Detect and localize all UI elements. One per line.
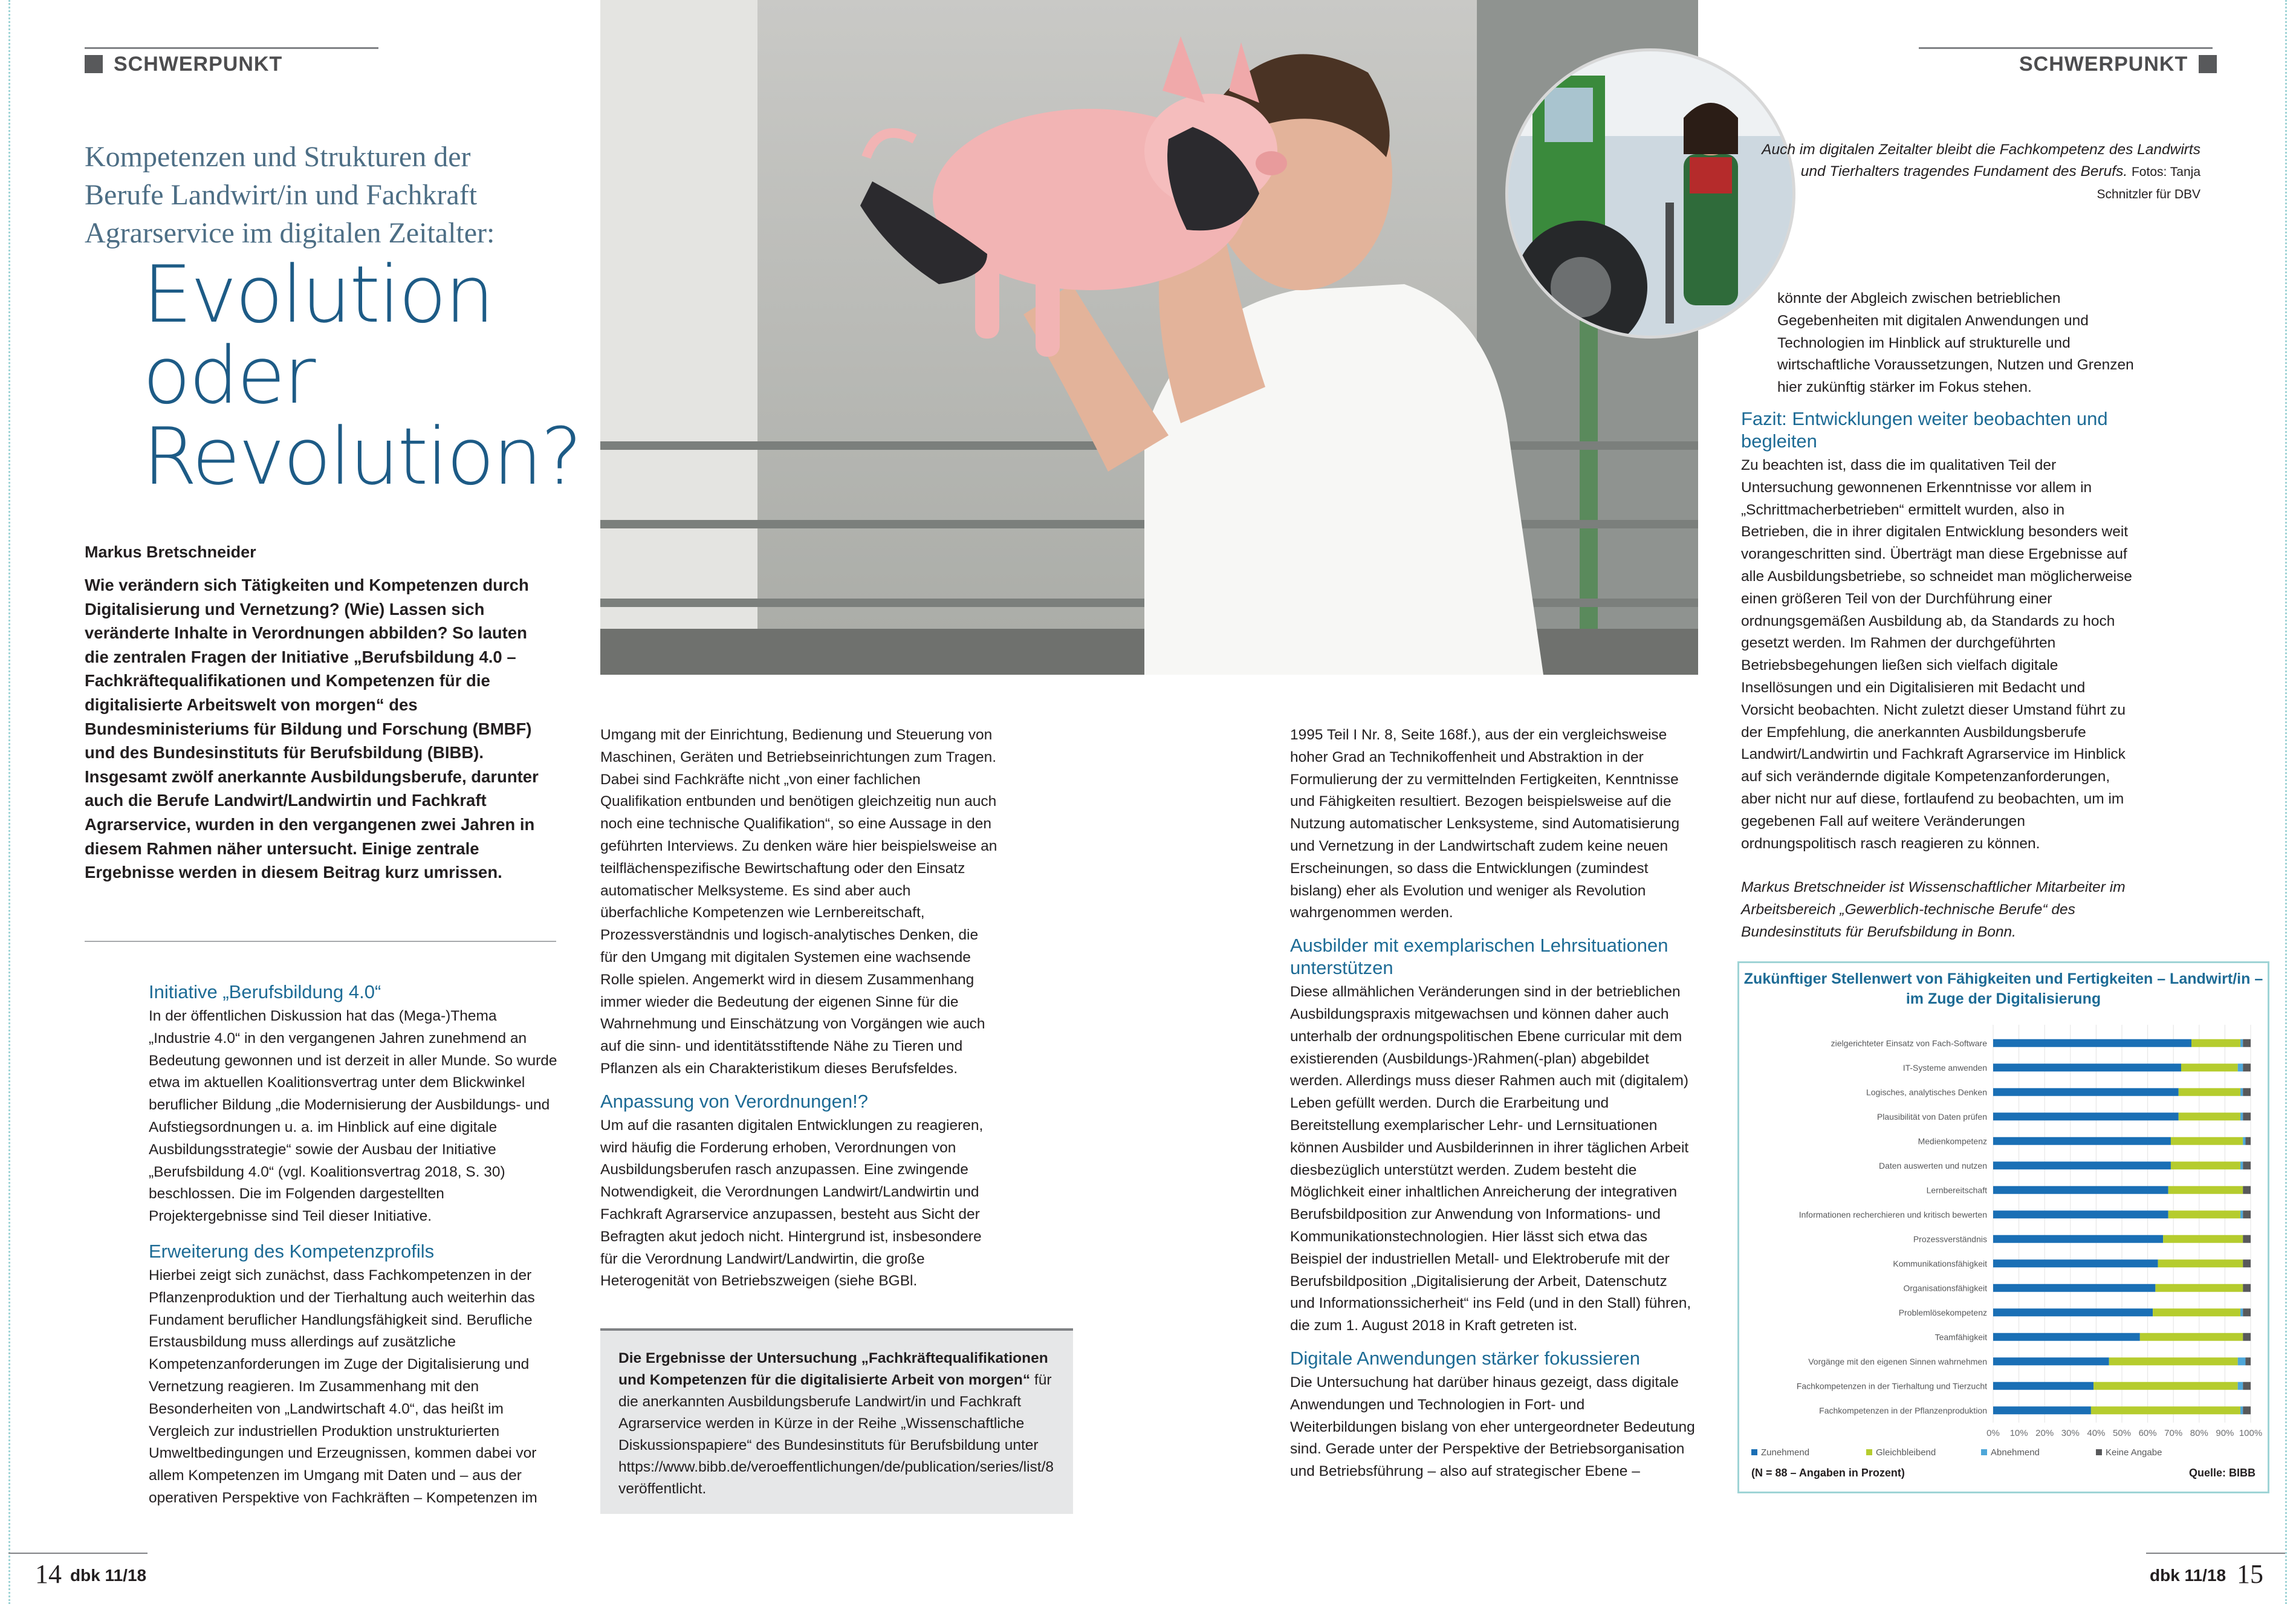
chart-legend-label: Gleichbleibend	[1876, 1447, 1936, 1458]
chart-bar-segment	[1993, 1308, 2153, 1316]
chart-legend-label: Abnehmend	[1991, 1447, 2040, 1458]
paragraph: 1995 Teil I Nr. 8, Seite 168f.), aus der ein vergleichsweise hoher Grad an Technikoffenheit und Abstraktion in der Formulierung der zu vermittelnden Fertigkeiten, Kenntnisse und Fähigkeiten resultiert. Bezogen beispielsweise auf die Nutzung automatischer Lenksysteme, sind Automatisierung und Vernetzung in der Landwirtschaft zudem keine neuen Erscheinungen, so dass die Entwicklungen (zumindest bislang) eher als Evolution und weniger als Revolution wahrgenommen werden.	[1290, 727, 1680, 921]
chart-bar-segment	[2109, 1357, 2238, 1365]
chart-category-label: Fachkompetenzen in der Tierhaltung und Tierzucht	[1796, 1381, 1987, 1391]
chart-bar-segment	[2155, 1284, 2243, 1292]
section-square-icon	[85, 55, 103, 73]
headline-line: Revolution?	[143, 411, 581, 502]
photo-caption	[1753, 139, 2200, 206]
chart-bar-segment	[2168, 1210, 2240, 1218]
chart-category-label: zielgerichteter Einsatz von Fach-Software	[1831, 1038, 1987, 1048]
chart-bar-segment	[2243, 1333, 2251, 1341]
chart-bar-segment	[2168, 1186, 2243, 1194]
chart-x-tick-label: 30%	[2061, 1428, 2080, 1438]
chart-bar-segment	[1993, 1333, 2140, 1341]
column-4	[1741, 288, 2134, 944]
chart-bar-segment	[1993, 1284, 2155, 1292]
chart-bar-segment	[2243, 1259, 2251, 1267]
paragraph: Umgang mit der Einrichtung, Bedienung und Steuerung von Maschinen, Geräten und Betriebseinrichtungen zum Tragen. Dabei sind Fachkräfte nicht „von einer fachlichen Qualifikation entbunden und benötigen gleichzeitig nun auch noch eine technische Qualifikation“, so eine Aussage in den geführten Interviews. Zu denken wäre hier beispielsweise an teilflächenspezifische Bewirtschaftung oder den Einsatz automatischer Melksysteme. Es sind aber auch überfachliche Kompetenzen wie Lernbereitschaft, Prozessverständnis und logisch-analytisches Denken, die für den Umgang mit digitalen Systemen eine wachsende Rolle spielen. Angemerkt wird in diesem Zusammenhang immer wieder die Bedeutung der eigenen Sinne für die Wahrnehmung und Einschätzung von Vorgängen wie auch auf die sinn- und identitätsstiftende Nähe zu Tieren und Pflanzen als ein Charakteristikum dieses Berufsfeldes.	[600, 727, 997, 1077]
info-box-bold: Die Ergebnisse der Untersuchung „Fachkräftequalifikationen und Kompetenzen für die digitalisierte Arbeit von morgen“	[618, 1350, 1048, 1388]
chart-bar-segment	[2093, 1382, 2238, 1390]
info-box-text: für die anerkannten Ausbildungsberufe Landwirt/in und Fachkraft Agrarservice werden in Kürze in der Reihe „Wissenschaftliche Diskussionspapiere“ des Bundesinstituts für Berufsbildung unter https://www.bibb.de/veroeffentlichungen/de/publication/series/list/8 veröffentlicht.	[618, 1372, 1054, 1497]
chart-bar-segment	[2243, 1137, 2245, 1145]
chart-bar-segment	[2240, 1161, 2243, 1169]
paragraph: Die Untersuchung hat darüber hinaus gezeigt, dass digitale Anwendungen und Technologien in Fort- und Weiterbildungen bislang von eher untergeordneter Bedeutung sind. Gerade unter der Perspektive der Betriebsorganisation und Betriebsführung – also auf strategischer Ebene –	[1290, 1374, 1695, 1480]
chart-legend-label: Zunehmend	[1761, 1447, 1810, 1458]
left-margin-dotted-line	[8, 0, 10, 1604]
paragraph: Um auf die rasanten digitalen Entwicklungen zu reagieren, wird häufig die Forderung erhoben, Verordnungen von Ausbildungsberufen rasch anzupassen. Eine zwingende Notwendigkeit, die Verordnungen Landwirt/Landwirtin und Fachkraft Agrarservice anzupassen, besteht aus Sicht der Befragten akut jedoch nicht. Hintergrund ist, insbesondere für die Verordnung Landwirt/Landwirtin, die große Heterogenität von Betriebszweigen (siehe BGBl.	[600, 1117, 984, 1290]
chart-bar-segment	[2181, 1063, 2238, 1071]
chart-category-label: Daten auswerten und nutzen	[1878, 1160, 1987, 1171]
chart-bar-segment	[2091, 1406, 2240, 1414]
chart-source: Quelle: BIBB	[2188, 1467, 2255, 1479]
chart-category-label: Informationen recherchieren und kritisch bewerten	[1798, 1209, 1987, 1219]
footer-rule-left	[8, 1553, 148, 1554]
chart-bar-segment	[2243, 1063, 2251, 1071]
chart-bar-segment	[2243, 1161, 2251, 1169]
chart-bar-segment	[2240, 1112, 2243, 1120]
paragraph: könnte der Abgleich zwischen betrieblichen Gegebenheiten mit digitalen Anwendungen und Technologien im Hinblick auf strukturelle und wirtschaftliche Voraussetzungen, Nutzen und Grenzen hier zukünftig stärker im Fokus stehen.	[1777, 290, 2134, 396]
chart-bar-segment	[2240, 1039, 2243, 1047]
author-name: Markus Bretschneider	[85, 543, 256, 561]
subheading: Digitale Anwendungen stärker fokussieren	[1290, 1347, 1641, 1369]
right-margin-dotted-line	[2285, 0, 2287, 1604]
chart-bar-segment	[1993, 1235, 2163, 1243]
chart-bar-segment	[2179, 1112, 2240, 1120]
page-number-right: 15	[2237, 1559, 2263, 1589]
chart-bar-segment	[1993, 1210, 2168, 1218]
chart-category-label: Medienkompetenz	[1918, 1136, 1987, 1146]
article-headline	[143, 248, 581, 502]
headline-line: Evolution	[143, 248, 493, 340]
subheading: Erweiterung des Kompetenzprofils	[149, 1240, 435, 1262]
chart-bar-segment	[1993, 1382, 2093, 1390]
header-rule-left	[85, 47, 378, 49]
chart-bar-segment	[2158, 1259, 2243, 1267]
chart-bar-segment	[2240, 1308, 2243, 1316]
chart-x-tick-label: 90%	[2216, 1428, 2234, 1438]
header-rule-right	[1919, 47, 2213, 49]
paragraph: In der öffentlichen Diskussion hat das (Mega-)Thema „Industrie 4.0“ in den vergangenen Jahren zunehmend an Bedeutung gewonnen und ist derzeit in aller Munde. So wurde etwa im aktuellen Koalitionsvertrag unter dem Blickwinkel beruflicher Bildung „die Modernisierung der Ausbildungs- und Aufstiegsordnungen u. a. im Hinblick auf eine digitale Ausbildungsstrategie“ sowie der Ausbau der Initiative „Berufsbildung 4.0“ (vgl. Koalitionsvertrag 2018, S. 30) beschlossen. Die im Folgenden dargestellten Projektergebnisse sind Teil dieser Initiative.	[149, 1008, 557, 1225]
chart-bar-segment	[2243, 1088, 2251, 1096]
paragraph: Hierbei zeigt sich zunächst, dass Fachkompetenzen in der Pflanzenproduktion und der Tierhaltung auch weiterhin das Fundament beruflicher Handlungsfähigkeit sind. Berufliche Erstausbildung muss allerdings auf zusätzliche Kompetenzanforderungen im Zuge der Digitalisierung und Vernetzung reagieren. Im Zusammenhang mit den Besonderheiten von „Landwirtschaft 4.0“, das heißt im Vergleich zur industriellen Produktion unstrukturierten Umweltbedingungen und Erzeugnissen, kommen dabei vor allem Kompetenzen im Umgang mit Daten und – aus der operativen Perspektive von Fachkräften – Kompetenzen im	[149, 1267, 537, 1506]
chart-bar-segment	[2240, 1210, 2243, 1218]
chart-bar-segment	[1993, 1161, 2171, 1169]
chart-category-label: Teamfähigkeit	[1934, 1332, 1987, 1342]
chart-category-label: Fachkompetenzen in der Pflanzenproduktion	[1819, 1405, 1987, 1415]
chart-bar-segment	[2238, 1357, 2246, 1365]
subheading: Anpassung von Verordnungen!?	[600, 1090, 868, 1112]
subheading: Fazit: Entwicklungen weiter beobachten und begleiten	[1741, 407, 2108, 452]
section-tag-left	[85, 51, 282, 77]
chart-bar-segment	[1993, 1186, 2168, 1194]
chart-bar-segment	[1993, 1088, 2179, 1096]
chart-bar-segment	[1993, 1357, 2109, 1365]
chart-bar-segment	[2243, 1112, 2251, 1120]
chart-legend-swatch	[1751, 1449, 1757, 1455]
headline-line: oder	[143, 330, 314, 421]
chart-bar-segment	[1993, 1039, 2191, 1047]
chart-bar-segment	[1993, 1063, 2181, 1071]
chart-bar-segment	[2171, 1161, 2240, 1169]
chart-bar-segment	[2243, 1406, 2251, 1414]
lead-divider	[85, 941, 556, 942]
magazine-issue-left: dbk 11/18	[70, 1566, 147, 1585]
section-square-icon	[2199, 55, 2217, 73]
paragraph: Diese allmählichen Veränderungen sind in der betrieblichen Ausbildungspraxis mitgewachsen und können daher auch unterhalb der ordnungspolitischen Ebene curricular mit dem existierenden (Ausbildungs-)Rahmen(-plan) abgebildet werden. Allerdings muss dieser Rahmen auch mit (digitalem) Leben gefüllt werden. Durch die Erarbeitung und Bereitstellung exemplarischer Lehr- und Lernsituationen können Ausbilder und Ausbilderinnen in ihrer täglichen Arbeit diesbezüglich unterstützt werden. Zudem besteht die Möglichkeit einer inhaltlichen Anreicherung der integrativen Berufsbildposition zur Anwendung von Informations- und Kommunikationstechnologien. Hier lässt sich etwa das Beispiel der industriellen Metall- und Elektroberufe mit der Berufsbildposition „Digitalisierung der Arbeit, Datenschutz und Informationssicherheit“ ins Feld (und in den Stall) führen, die zum 1. August 2018 in Kraft getreten ist.	[1290, 984, 1691, 1334]
chart-bar-segment	[2243, 1235, 2251, 1243]
chart-bar-segment	[2238, 1063, 2243, 1071]
chart-bar-segment	[2171, 1137, 2243, 1145]
chart-x-tick-label: 50%	[2112, 1428, 2132, 1438]
chart-bar-segment	[1993, 1259, 2158, 1267]
caption-credit: Fotos: Tanja Schnitzler für DBV	[2097, 165, 2200, 201]
chart-bar-segment	[1993, 1406, 2091, 1414]
chart-bar-segment	[2240, 1406, 2243, 1414]
caption-text: Auch im digitalen Zeitalter bleibt die Fachkompetenz des Landwirts und Tierhalters tragendes Fundament des Berufs.	[1762, 141, 2200, 180]
section-label-left: SCHWERPUNKT	[114, 52, 283, 76]
chart-bar-segment	[2243, 1039, 2251, 1047]
column-1	[149, 981, 557, 1510]
chart-x-tick-label: 40%	[2087, 1428, 2106, 1438]
chart-category-label: Plausibilität von Daten prüfen	[1876, 1111, 1987, 1122]
main-photo-man-holding-piglet	[600, 0, 1698, 675]
chart-category-label: Vorgänge mit den eigenen Sinnen wahrnehmen	[1808, 1356, 1987, 1366]
chart-bar-segment	[1993, 1137, 2171, 1145]
chart-category-label: Logisches, analytisches Denken	[1866, 1087, 1987, 1097]
chart-x-tick-label: 60%	[2138, 1428, 2157, 1438]
chart-x-tick-label: 70%	[2164, 1428, 2183, 1438]
paragraph: Zu beachten ist, dass die im qualitativen Teil der Untersuchung gewonnenen Erkenntnisse vor allem in „Schrittmacherbetrieben“ ermittelt wurden, also in Betrieben, die in ihrer digitalen Entwicklung besonders weit vorangeschritten sind. Überträgt man diese Ergebnisse auf alle Ausbildungsbetriebe, so schneidet man möglicherweise einen größeren Teil von der Durchführung einer ordnungsgemäßen Ausbildung ab, da Standards zu hoch gesetzt werden. Im Rahmen der durchgeführten Betriebsbegehungen ließen sich vielfach digitale Insellösungen und ein Digitalisieren mit Bedacht und Vorsicht beobachten. Nicht zuletzt dieser Umstand führt zu der Empfehlung, die anerkannten Ausbildungsberufe Landwirt/Landwirtin und Fachkraft Agrarservice im Hinblick auf sich verändernde digitale Kompetenzanforderungen, aber nicht nur auf diese, fortlaufend zu beobachten, um im gegebenen Fall auf weitere Veränderungen ordnungspolitisch rasch reagieren zu können.	[1741, 456, 2132, 852]
chart-bar-segment	[2245, 1357, 2251, 1365]
chart-category-label: Organisationsfähigkeit	[1903, 1283, 1987, 1293]
chart-x-tick-label: 100%	[2239, 1428, 2263, 1438]
chart-box	[1737, 961, 2269, 1493]
chart-category-label: Problemlösekompetenz	[1898, 1307, 1987, 1317]
info-box	[600, 1328, 1073, 1514]
chart-bar-segment	[2243, 1308, 2251, 1316]
chart-category-label: Kommunikationsfähigkeit	[1893, 1258, 1987, 1268]
column-3	[1290, 724, 1695, 1483]
chart-note: (N = 88 – Angaben in Prozent)	[1751, 1467, 1905, 1479]
chart-bar-segment	[2245, 1137, 2251, 1145]
chart-legend-swatch	[1866, 1449, 1872, 1455]
chart-bar-segment	[2238, 1382, 2243, 1390]
article-lead: Wie verändern sich Tätigkeiten und Kompetenzen durch Digitalisierung und Vernetzung? (Wie) Lassen sich veränderte Inhalte in Verordnungen abbilden? So lauten die zentralen Fragen der Initiative „Berufsbildung 4.0 – Fachkräftequalifikationen und Kompetenzen für die digitalisierte Arbeitswelt von morgen“ des Bundesministeriums für Bildung und Forschung (BMBF) und des Bundesinstituts für Berufsbildung (BIBB). Insgesamt zwölf anerkannte Ausbildungsberufe, darunter auch die Berufe Landwirt/Landwirtin und Fachkraft Agrarservice, wurden in den vergangenen zwei Jahren in diesem Rahmen näher untersucht. Einige zentrale Ergebnisse werden in diesem Beitrag kurz umrissen.	[85, 576, 539, 882]
chart-category-label: Prozessverständnis	[1913, 1234, 1987, 1244]
chart-x-tick-label: 0%	[1986, 1428, 2000, 1438]
chart-bar-segment	[2191, 1039, 2240, 1047]
chart-x-tick-label: 10%	[2009, 1428, 2028, 1438]
chart-x-tick-label: 20%	[2035, 1428, 2054, 1438]
stacked-bar-chart	[1739, 963, 2268, 1492]
chart-x-tick-label: 80%	[2190, 1428, 2208, 1438]
section-label-right: SCHWERPUNKT	[2019, 52, 2188, 76]
chart-bar-segment	[2140, 1333, 2243, 1341]
chart-bar-segment	[1993, 1112, 2179, 1120]
subheading: Initiative „Berufsbildung 4.0“	[149, 981, 381, 1002]
magazine-issue-right: dbk 11/18	[2150, 1566, 2226, 1585]
chart-legend-swatch	[2096, 1449, 2102, 1455]
author-bio: Markus Bretschneider ist Wissenschaftlicher Mitarbeiter im Arbeitsbereich „Gewerblich-technische Berufe“ des Bundesinstituts für Berufsbildung in Bonn.	[1741, 879, 2126, 940]
chart-category-label: Lernbereitschaft	[1926, 1185, 1987, 1195]
piglet-photo-illustration	[600, 0, 1698, 675]
chart-bar-segment	[2243, 1284, 2251, 1292]
chart-legend-swatch	[1981, 1449, 1987, 1455]
chart-bar-segment	[2243, 1210, 2251, 1218]
subheading: Ausbilder mit exemplarischen Lehrsituationen unterstützen	[1290, 935, 1668, 979]
section-tag-right	[2019, 51, 2217, 77]
chart-bar-segment	[2163, 1235, 2243, 1243]
chart-bar-segment	[2153, 1308, 2240, 1316]
article-kicker: Kompetenzen und Strukturen der Berufe Landwirt/in und Fachkraft Agrarservice im digitalen Zeitalter:	[85, 141, 495, 249]
column-2	[600, 724, 999, 1293]
chart-bar-segment	[2179, 1088, 2240, 1096]
chart-category-label: IT-Systeme anwenden	[1902, 1062, 1987, 1073]
chart-bar-segment	[2240, 1088, 2243, 1096]
chart-legend-label: Keine Angabe	[2106, 1447, 2162, 1458]
footer-rule-right	[2146, 1553, 2285, 1554]
chart-bar-segment	[2243, 1186, 2251, 1194]
page-number-left: 14	[35, 1559, 62, 1589]
chart-bar-segment	[2243, 1382, 2251, 1390]
chart-title: Zukünftiger Stellenwert von Fähigkeiten und Fertigkeiten – Landwirt/in – im Zuge der Digitalisierung	[1743, 970, 2263, 1007]
